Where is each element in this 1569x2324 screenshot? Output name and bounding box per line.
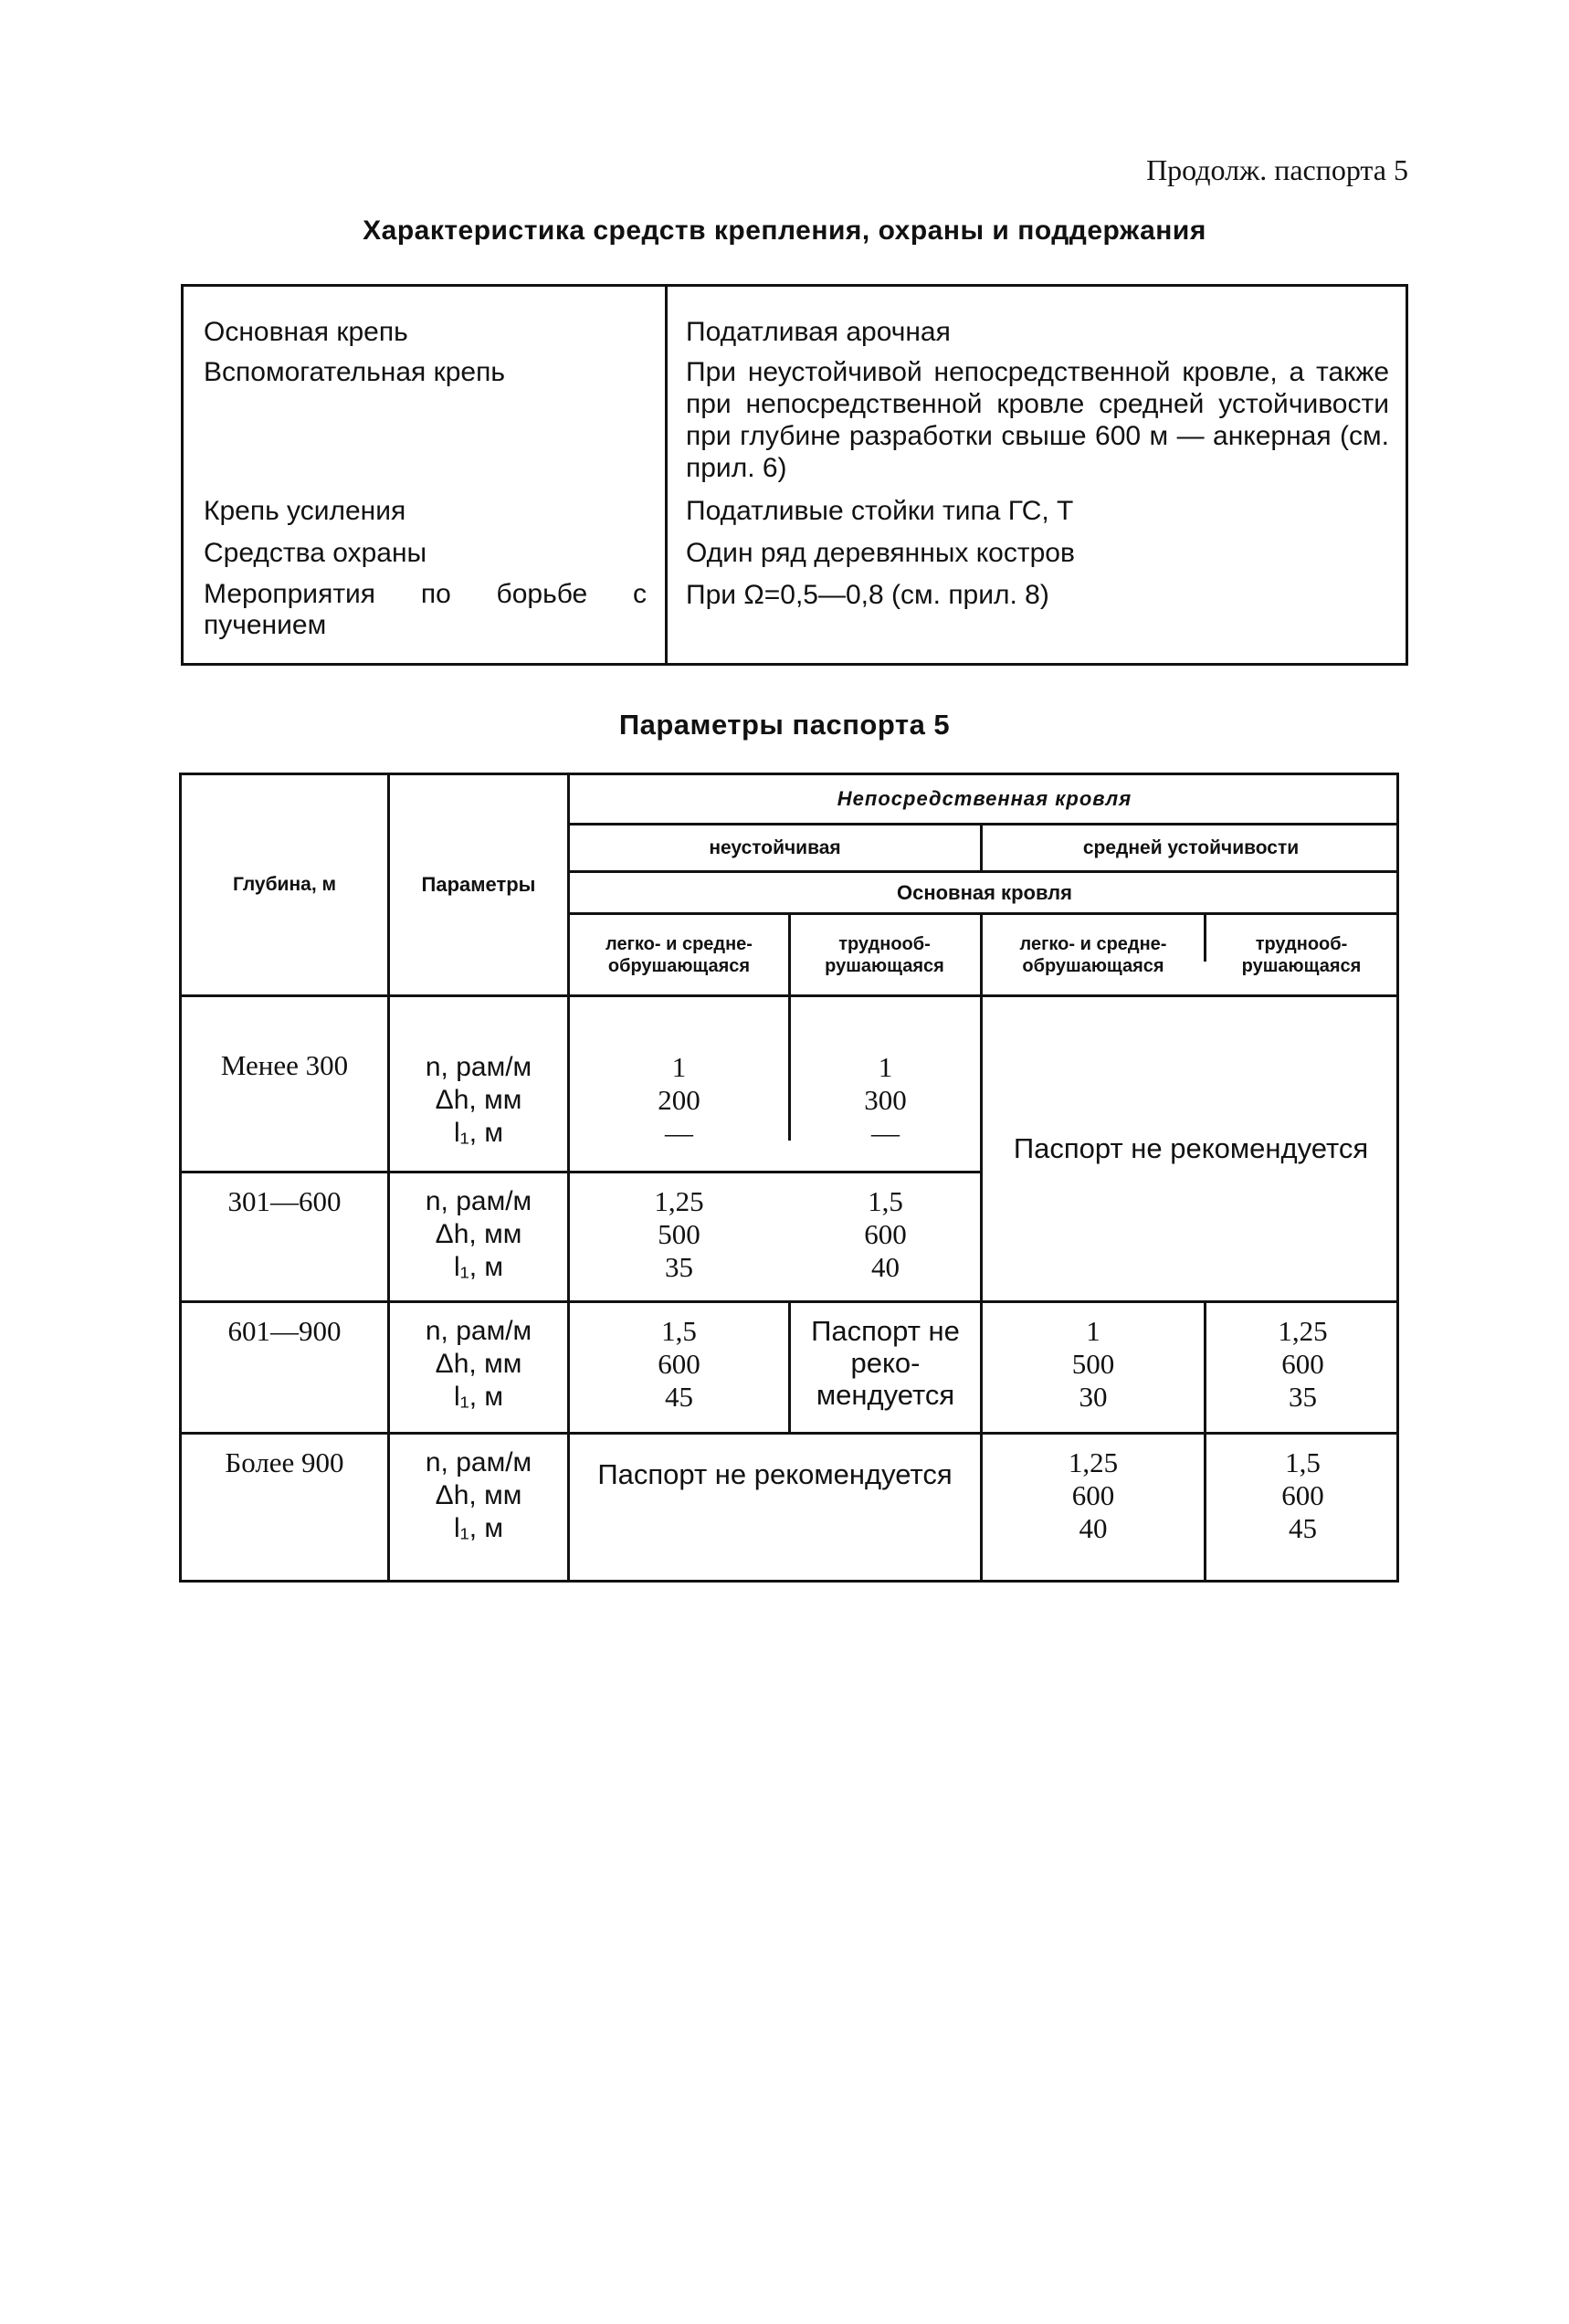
table1-title: Характеристика средств крепления, охраны и поддержания (363, 216, 1206, 246)
not-recommended-cell: Паспорт не рекомендуется (1013, 1132, 1369, 1164)
page-continuation-header: Продолж. паспорта 5 (1146, 153, 1408, 186)
row-value: При неустойчивой непосредственной кровле, а также при непосредственной кровле средней устойчивости при глубине разработки свыше 600 м — анкерная (см. прил. 6) (686, 357, 1389, 483)
row-value: Податливые стойки типа ГС, Т (686, 496, 1074, 526)
header-direct-roof: Непосредственная кровля (837, 787, 1132, 810)
value-cell: 1,25 600 40 (1068, 1446, 1119, 1544)
table1-value-column (668, 287, 1406, 663)
header-easy-collapse: легко- и средне-обрушающаяся (1019, 933, 1167, 976)
row-label: Крепь усиления (204, 496, 406, 526)
param-labels: n, рам/м Δh, мм l₁, м (425, 1186, 532, 1282)
row-label: Вспомогательная крепь (204, 357, 505, 387)
value-cell: 1 300 — (864, 1051, 907, 1149)
row-value: Податливая арочная (686, 317, 951, 347)
header-hard-collapse: труднооб-рушающаяся (825, 933, 944, 976)
passport-parameters-table (179, 773, 1399, 1583)
value-cell: 1,5 600 45 (658, 1315, 700, 1413)
value-cell: 1,25 500 35 (654, 1185, 704, 1283)
row-label: Средства охраны (204, 538, 427, 568)
value-cell: 1,5 600 45 (1281, 1446, 1324, 1544)
depth-cell: Более 900 (225, 1446, 344, 1478)
table2-title: Параметры паспорта 5 (618, 709, 951, 741)
header-easy-collapse: легко- и средне-обрушающаяся (605, 933, 753, 976)
row-value: Один ряд деревянных костров (686, 538, 1075, 568)
value-cell: 1 200 — (658, 1051, 700, 1149)
value-cell: 1,25 600 35 (1278, 1315, 1328, 1413)
value-cell: 1 500 30 (1071, 1315, 1115, 1413)
param-labels: n, рам/м Δh, мм l₁, м (425, 1316, 532, 1412)
param-labels: n, рам/м Δh, мм l₁, м (425, 1447, 532, 1543)
row-label: Основная крепь (204, 317, 408, 347)
header-medium-stability: средней устойчивости (1082, 836, 1300, 858)
not-recommended-cell: Паспорт не реко-мендуется (811, 1315, 960, 1411)
not-recommended-cell: Паспорт не рекомендуется (597, 1458, 953, 1490)
header-params: Параметры (421, 873, 536, 896)
value-cell: 1,5 600 40 (864, 1185, 907, 1283)
header-depth: Глубина, м (232, 874, 337, 895)
header-unstable: неустойчивая (709, 836, 841, 858)
header-main-roof: Основная кровля (896, 880, 1072, 904)
header-hard-collapse: труднооб-рушающаяся (1241, 933, 1362, 976)
param-labels: n, рам/м Δh, мм l₁, м (425, 1052, 532, 1148)
depth-cell: 601—900 (227, 1315, 342, 1347)
support-characteristics-table (181, 284, 1408, 666)
row-label: Мероприятия по борьбе с пучением (204, 579, 647, 640)
table1-label-column (184, 287, 668, 663)
depth-cell: Менее 300 (220, 1049, 349, 1081)
row-value: При Ω=0,5—0,8 (см. прил. 8) (686, 580, 1049, 610)
depth-cell: 301—600 (227, 1185, 342, 1217)
